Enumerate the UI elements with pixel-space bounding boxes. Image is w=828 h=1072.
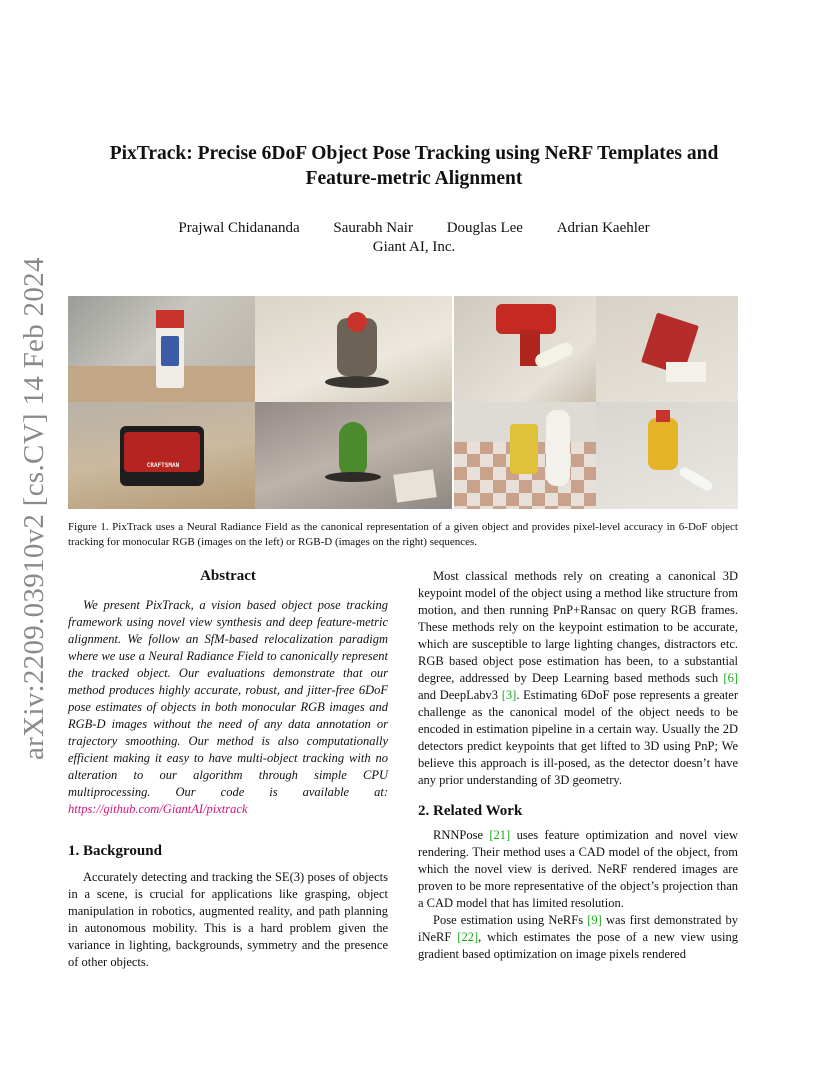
title-line-2: Feature-metric Alignment bbox=[305, 168, 523, 189]
citation-link[interactable]: [22] bbox=[457, 930, 479, 944]
inerf-paragraph bbox=[418, 912, 738, 963]
photo-cereal-box bbox=[596, 296, 738, 402]
background-heading: 1. Background bbox=[68, 843, 162, 859]
text-span: was first demonstrated by iNeRF bbox=[418, 913, 739, 944]
paper-title bbox=[60, 141, 768, 191]
citation-link[interactable]: [9] bbox=[587, 913, 602, 927]
title-line-1: PixTrack: Precise 6DoF Object Pose Tracking using NeRF Templates and bbox=[109, 143, 719, 164]
photo-craftsman-level bbox=[68, 402, 255, 509]
abstract-heading: Abstract bbox=[200, 568, 256, 584]
text-span: Pose estimation using NeRFs bbox=[433, 913, 584, 927]
affiliation: Giant AI, Inc. bbox=[372, 239, 456, 255]
photo-cocoa-can bbox=[454, 402, 596, 509]
background-paragraph: Accurately detecting and tracking the SE(3) poses of objects in a scene, is crucial for applications like grasping, object manipulation in robotics, augmented reality, and path planning in autonomous mobility. This is a hard problem given the variance in lighting, backgrounds, symmetry and the presence of other objects. bbox=[68, 870, 388, 969]
citation-link[interactable]: [3] bbox=[501, 688, 517, 702]
text-span: and DeepLabv3 bbox=[418, 688, 499, 702]
citation-link[interactable]: [6] bbox=[723, 671, 738, 685]
photo-mustard-bottle bbox=[596, 402, 738, 509]
figure-1 bbox=[68, 296, 738, 509]
related-work-heading: 2. Related Work bbox=[418, 803, 523, 819]
arxiv-side-stamp: arXiv:2209.03910v2 [cs.CV] 14 Feb 2024 bbox=[18, 257, 50, 760]
figure-caption: Figure 1. PixTrack uses a Neural Radiance Field as the canonical representation of a given object and provides pixel-level accuracy in 6-DoF object tracking for monocular RGB (images on the left) or RGB-D (images on the right) sequences. bbox=[68, 521, 738, 548]
citation-link[interactable]: [21] bbox=[489, 828, 511, 842]
photo-robot-figure bbox=[255, 296, 452, 402]
craftsman-label: CRAFTSMAN bbox=[146, 462, 180, 469]
abstract-body: We present PixTrack, a vision based object pose tracking framework using novel view synthesis and deep feature-metric alignment. We follow an SfM-based relocalization paradigm where we use a Neural Radiance Field to canonically represent the tracked object. Our evaluations demonstrate that our method produces highly accurate, robust, and jitter-free 6DoF pose estimates of objects in both monocular RGB images and RGB-D images without the need of any data annotation or trajectory smoothing. Our method is also computationally efficient making it easy to have multi-object tracking with no alteration to our algorithm through simple CPU multiprocessing. Our code is available at: bbox=[68, 598, 388, 799]
text-span: . Estimating 6DoF pose represents a greater challenge as the canonical model of the object needs to be encoded in estimation pipeline in a certain way. Usually the 2D detectors predict keypoints that get lifted to 3D using PnP; We believe this approach is ill-posed, as the detector doesn’t have any prior understanding of 3D geometry. bbox=[418, 688, 739, 787]
author-block bbox=[60, 219, 768, 257]
classical-methods-paragraph bbox=[418, 568, 738, 789]
abstract-text bbox=[68, 597, 388, 818]
photo-pickle-figure bbox=[255, 402, 452, 509]
author-name: Adrian Kaehler bbox=[556, 220, 650, 236]
author-name: Saurabh Nair bbox=[333, 220, 413, 236]
code-link[interactable]: https://github.com/GiantAI/pixtrack bbox=[68, 802, 248, 816]
photo-drill bbox=[454, 296, 596, 402]
text-span: , which estimates the pose of a new view using gradient based optimization on image pixels rendered bbox=[418, 930, 739, 961]
photo-milk-carton bbox=[68, 296, 255, 402]
right-column bbox=[418, 568, 738, 963]
left-column bbox=[68, 568, 388, 971]
text-span: RNNPose bbox=[433, 828, 484, 842]
text-span: Most classical methods rely on creating a canonical 3D keypoint model of the object using a method like structure from motion, and then running PnP+Ransac on query RGB frames. These methods rely on the keypoint estimation to be accurate, which are susceptible to large lighting changes, distractors etc. RGB based object pose estimation has been, to a substantial degree, addressed by Deep Learning based methods such bbox=[418, 569, 738, 685]
rnnpose-paragraph bbox=[418, 827, 738, 912]
text-span: uses feature optimization and novel view rendering. Their method uses a CAD model of the object, from which the novel view is derived. NeRF rendered images are proven to be more representative of the object’s projection than a CAD model that has limited resolution. bbox=[418, 828, 738, 910]
author-name: Prajwal Chidananda bbox=[178, 220, 300, 236]
author-name: Douglas Lee bbox=[446, 220, 523, 236]
